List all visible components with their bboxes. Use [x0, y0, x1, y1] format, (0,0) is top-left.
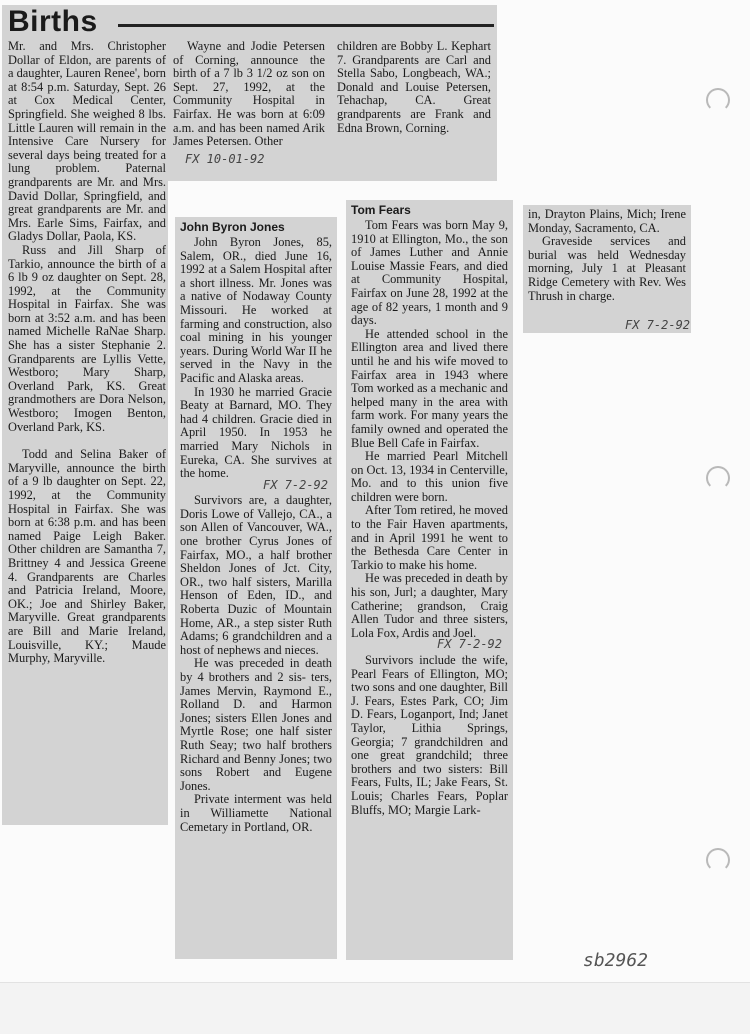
fears-paragraph: He married Pearl Mitchell on Oct. 13, 1934 in Centerville, Mo. and to this union five children were born.: [351, 449, 508, 504]
fears-paragraph: He was preceded in death by his son, Jurl; a daughter, Mary Catherine; grandson, Craig Allen Tudor and three sisters, Lola Fox, Ardis and Joel.: [351, 571, 508, 640]
fears-heading: Tom Fears: [351, 203, 411, 217]
jones-paragraph: Survivors are, a daughter, Doris Lowe of Vallejo, CA., a son Allen of Vancouver, WA., one brother Cyrus Jones of Fairfax, MO., a half brother Sheldon Jones of Jct. City, OR., two half sisters, Marilla Henson of Eden, ID., and Roberta Duzic of Mountain Home, AR., a step sister Ruth Adams; 6 grandchildren and a host of nephews and nieces.: [180, 493, 332, 657]
fears-obituary-clipping: [346, 200, 513, 960]
births-column-2: [173, 40, 325, 166]
jones-heading: John Byron Jones: [180, 220, 285, 234]
birth-notice-baker: Todd and Selina Baker of Maryville, announce the birth of a 9 lb daughter on Sept. 22, 1992, at the Community Hospital in Fairfax. She was born at 6:38 p.m. and has been named Paige Leigh Baker. Other children are Samantha 7, Brittney 4 and Jessica Greene 4. Grandparents are Charles and Patricia Ireland, Moore, OK.; Joe and Shirley Baker, Maryville. Great grandparents are Bill and Marie Ireland, Louisville, KY.; Maude Murphy, Maryville.: [8, 447, 166, 666]
jones-date-annotation: FX 7-2-92: [262, 477, 328, 492]
binder-hole-icon: [706, 466, 730, 490]
fears-paragraph: After Tom retired, he moved to the Fair Haven apartments, and in April 1991 he went to the Bethesda Care Center in Tarkio to make his home.: [351, 503, 508, 572]
birth-notice-sharp: Russ and Jill Sharp of Tarkio, announce the birth of a 6 lb 9 oz daughter on Sept. 28, 1992, at the Community Hospital in Fairfax. She was born at 3:52 a.m. and has been named Michelle RaNae Sharp. She has a sister Stephanie 2. Grandparents are Lyllis Vette, Westboro; Mary Sharp, Overland Park, KS. Great grandmothers are Dora Nelson, Westboro; Imogen Benton, Overland Park, KS.: [8, 242, 166, 434]
title-rule: [118, 24, 494, 27]
births-column-1: [8, 40, 166, 666]
jones-paragraph: John Byron Jones, 85, Salem, OR., died June 16, 1992 at a Salem Hospital after a short illness. Mr. Jones was a native of Nodaway County Missouri. He worked at farming and construction, also coal mining in his younger years. During World War II he served in the Navy in the Pacific and Alaska areas.: [180, 235, 332, 385]
birth-notice-petersen-cont: children are Bobby L. Kephart 7. Grandparents are Carl and Stella Sabo, Longbeach, WA.; Donald and Louise Petersen, Tehachap, CA. Great grandparents are Frank and Edna Brown, Corning.: [337, 39, 491, 135]
fears-continuation-body: [528, 208, 686, 303]
jones-paragraph: He was preceded in death by 4 brothers and 2 sis- ters, James Mervin, Raymond E., Rolland D. and Harmon Jones; sisters Ellen Jones and Myrtle Rose; one half sister Ruth Seay; two half brothers Richard and Benny Jones; two sons Robert and Eugene Jones.: [180, 656, 332, 793]
fears-cont-paragraph: in, Drayton Plains, Mich; Irene Monday, Sacramento, CA.: [528, 207, 686, 235]
jones-obituary-clipping: [175, 217, 337, 959]
jones-paragraph: In 1930 he married Gracie Beaty at Barnard, MO. They had 4 children. Gracie died in April 1950. In 1953 he married Mary Nichols in Eureka, CA. She survives at the home.: [180, 384, 332, 481]
fears-continuation-clipping: [523, 205, 691, 333]
births-date-annotation: FX 10-01-92: [185, 151, 265, 166]
jones-body: [180, 236, 332, 834]
reference-number: sb2962: [583, 950, 649, 971]
birth-notice-dollar: Mr. and Mrs. Christopher Dollar of Eldon, are parents of a daughter, Lauren Renee', born at 8:54 p.m. Saturday, Sept. 26 at Cox Medical Center, Springfield. She weighed 8 lbs. Little Lauren will remain in the Intensive Care Nursery for several days being treated for a lung problem. Paternal grandparents are Mr. and Mrs. David Dollar, Springfield, and great grandparents are Mr. and Mrs. Earle Sims, Fairfax, and Gladys Dollar, Paola, KS.: [8, 39, 166, 244]
fears-cont-paragraph: Graveside services and burial was held Wednesday morning, July 1 at Pleasant Ridge Cemetery with Rev. Wes Thrush in charge.: [528, 234, 686, 303]
page-bottom-edge: [0, 982, 750, 1034]
fears-paragraph: Tom Fears was born May 9, 1910 at Ellington, Mo., the son of James Luther and Annie Louise Massie Fears, and died at Community Hospital, Fairfax on June 28, 1992 at the age of 82 years, 1 month and 9 days.: [351, 218, 508, 328]
fears-paragraph: Survivors include the wife, Pearl Fears of Ellington, MO; two sons and one daughter, Bill J. Fears, Estes Park, CO; Jim D. Fears, Loganport, Ind; Janet Taylor, Lithia Springs, Georgia; 7 grandchildren and one great grandchild; three brothers and two sisters: Bill Fears, Fults, IL; Jake Fears, St. Louis; Charles Fears, Poplar Bluffs, MO; Margie Lark-: [351, 653, 508, 817]
fears-paragraph: He attended school in the Ellington area and lived there until he and his wife moved to Fairfax area in 1943 where Tom worked as a mechanic and helped many in the area with farm work. For many years the family owned and operated the Blue Bell Cafe in Fairfax.: [351, 326, 508, 450]
fears-cont-date-annotation: FX 7-2-92: [625, 318, 691, 332]
jones-paragraph: Private interment was held in Williamette National Cemetary in Portland, OR.: [180, 792, 332, 834]
births-column-3: [337, 40, 491, 135]
binder-hole-icon: [706, 848, 730, 872]
fears-date-annotation: FX 7-2-92: [436, 637, 502, 652]
fears-body: [351, 219, 508, 817]
binder-hole-icon: [706, 88, 730, 112]
births-title: Births: [8, 5, 98, 38]
birth-notice-petersen: Wayne and Jodie Petersen of Corning, announce the birth of a 7 lb 3 1/2 oz son on Sept. 27, 1992, at the Community Hospital in Fairfax. He was born at 6:09 a.m. and has been named Arik James Petersen. Other: [173, 39, 325, 149]
